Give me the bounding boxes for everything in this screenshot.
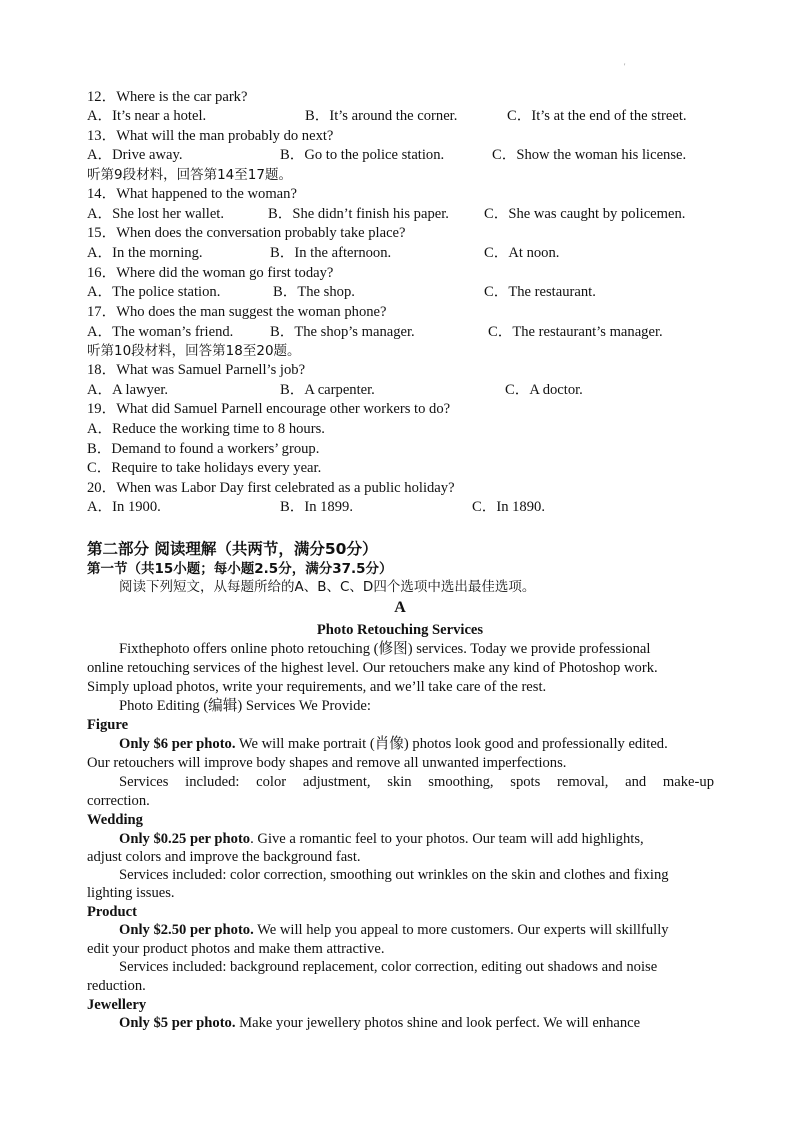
jewellery-line-1 <box>119 1014 640 1033</box>
option-b: B．In 1899. <box>280 499 353 515</box>
figure-services-cont: correction. <box>87 793 150 809</box>
description: We will help you appeal to more customers. Our experts will skillfully <box>253 922 669 938</box>
intro-line: Fixthephoto offers online photo retouching (修图) services. Today we provide professional <box>119 641 651 657</box>
option-b: B．In the afternoon. <box>270 245 392 261</box>
option-a: A．She lost her wallet. <box>87 206 224 222</box>
passage-title: Photo Retouching Services <box>316 622 484 638</box>
option-b: B．Demand to found a workers’ group. <box>87 441 320 457</box>
question-18: 18．What was Samuel Parnell’s job? <box>87 362 306 378</box>
figure-services: Services included: color adjustment, skin smoothing, spots removal, and make-up <box>119 774 714 790</box>
product-services: Services included: background replacement, color correction, editing out shadows and noise <box>119 959 658 975</box>
page-mark: ' <box>624 62 626 71</box>
option-c: C．The restaurant. <box>484 284 596 300</box>
price: Only $0.25 per photo <box>119 831 251 847</box>
wedding-services: Services included: color correction, smoothing out wrinkles on the skin and clothes and fixing <box>119 867 669 883</box>
section-title: 第一节（共15小题；每小题2.5分，满分37.5分） <box>87 561 393 577</box>
reading-instruction: 阅读下列短文，从每题所给的A、B、C、D四个选项中选出最佳选项。 <box>119 579 536 595</box>
editing-intro: Photo Editing (编辑) Services We Provide: <box>119 698 371 714</box>
option-c: C．A doctor. <box>505 382 583 398</box>
option-a: A．Reduce the working time to 8 hours. <box>87 421 325 437</box>
section-instruction: 听第9段材料，回答第14至17题。 <box>87 167 292 183</box>
description: We will make portrait (肖像) photos look good and professionally edited. <box>235 736 668 752</box>
option-c: C．In 1890. <box>472 499 545 515</box>
option-c: C．Show the woman his license. <box>492 147 687 163</box>
option-b: B．The shop’s manager. <box>270 324 415 340</box>
product-line-1 <box>119 921 669 940</box>
option-a: A．Drive away. <box>87 147 183 163</box>
product-line-2: edit your product photos and make them attractive. <box>87 941 385 957</box>
question-19: 19．What did Samuel Parnell encourage other workers to do? <box>87 401 451 417</box>
option-c: C．Require to take holidays every year. <box>87 460 322 476</box>
option-a: A．The police station. <box>87 284 221 300</box>
option-b: B．A carpenter. <box>280 382 375 398</box>
option-c: C．At noon. <box>484 245 560 261</box>
description: . Give a romantic feel to your photos. Our team will add highlights, <box>250 831 644 847</box>
service-heading-figure: Figure <box>87 717 129 733</box>
wedding-line-1 <box>119 830 644 849</box>
option-b: B．It’s around the corner. <box>305 108 458 124</box>
product-services-cont: reduction. <box>87 978 146 994</box>
part-title: 第二部分 阅读理解（共两节，满分50分） <box>87 540 378 558</box>
service-heading-wedding: Wedding <box>87 812 143 828</box>
price: Only $5 per photo. <box>119 1015 236 1031</box>
question-20: 20．When was Labor Day first celebrated as a public holiday? <box>87 480 455 496</box>
option-b: B．She didn’t finish his paper. <box>268 206 449 222</box>
option-a: A．In the morning. <box>87 245 203 261</box>
service-heading-jewellery: Jewellery <box>87 997 147 1013</box>
question-14: 14．What happened to the woman? <box>87 186 297 202</box>
passage-letter: A <box>394 599 406 616</box>
option-a: A．The woman’s friend. <box>87 324 234 340</box>
question-16: 16．Where did the woman go first today? <box>87 265 334 281</box>
question-12: 12．Where is the car park? <box>87 89 248 105</box>
question-15: 15．When does the conversation probably take place? <box>87 225 406 241</box>
intro-line: online retouching services of the highest level. Our retouchers make any kind of Photoshop work. <box>87 660 658 676</box>
option-a: A．It’s near a hotel. <box>87 108 207 124</box>
option-c: C．The restaurant’s manager. <box>488 324 663 340</box>
option-c: C．It’s at the end of the street. <box>507 108 687 124</box>
section-instruction: 听第10段材料，回答第18至20题。 <box>87 343 301 359</box>
price: Only $6 per photo. <box>119 736 236 752</box>
option-a: A．In 1900. <box>87 499 161 515</box>
description: Make your jewellery photos shine and look perfect. We will enhance <box>235 1015 641 1031</box>
wedding-line-2: adjust colors and improve the background fast. <box>87 849 361 865</box>
question-17: 17．Who does the man suggest the woman phone? <box>87 304 387 320</box>
option-c: C．She was caught by policemen. <box>484 206 686 222</box>
intro-line: Simply upload photos, write your requirements, and we’ll take care of the rest. <box>87 679 547 695</box>
figure-line-1 <box>119 735 668 754</box>
service-heading-product: Product <box>87 904 137 920</box>
wedding-services-cont: lighting issues. <box>87 885 175 901</box>
question-13: 13．What will the man probably do next? <box>87 128 334 144</box>
option-a: A．A lawyer. <box>87 382 169 398</box>
option-b: B．Go to the police station. <box>280 147 445 163</box>
price: Only $2.50 per photo. <box>119 922 254 938</box>
option-b: B．The shop. <box>273 284 355 300</box>
figure-line-2: Our retouchers will improve body shapes and remove all unwanted imperfections. <box>87 755 567 771</box>
